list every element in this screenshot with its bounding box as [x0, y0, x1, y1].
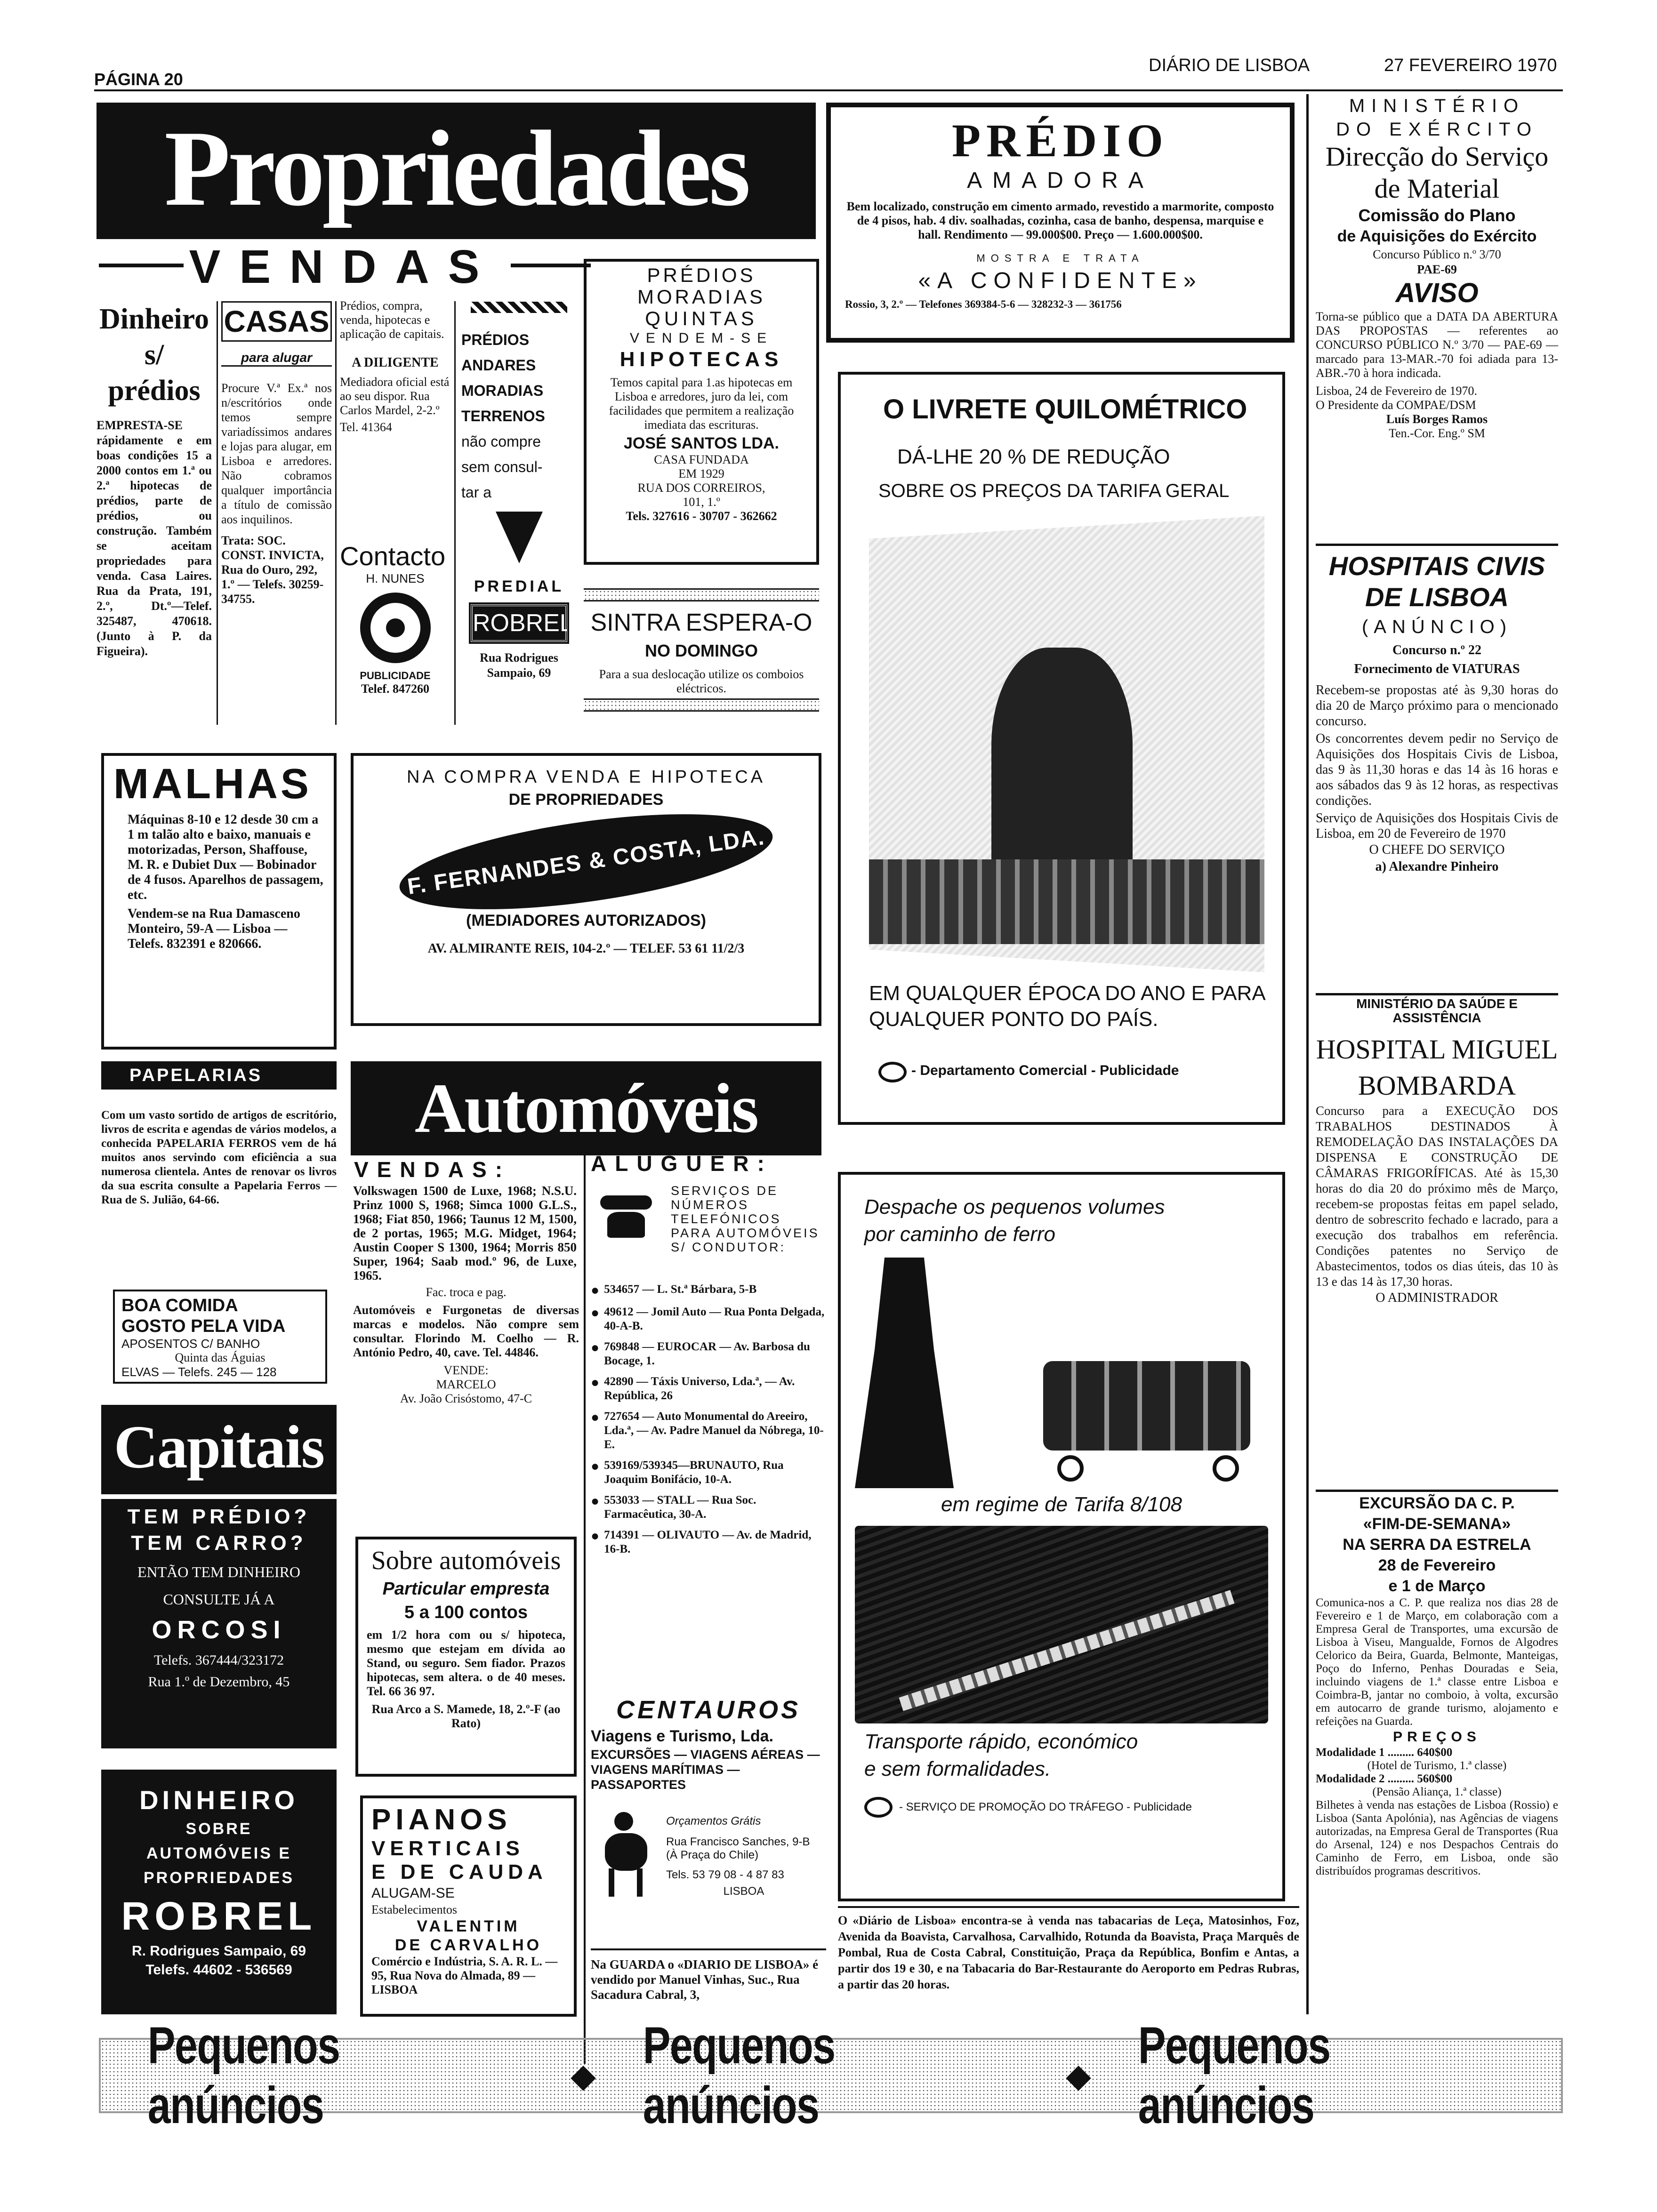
excursao-m2b: (Pensão Aliança, 1.ª classe) [1372, 1786, 1502, 1798]
predial-line: MORADIAS [461, 382, 544, 399]
dinheiro-sub: s/ [144, 339, 164, 371]
aviso-title: AVISO [1395, 278, 1479, 308]
fernandes-ad [351, 753, 821, 1026]
diligente-ad [340, 299, 450, 525]
pianos-l8: Comércio e Indústria, S. A. R. L. — 95, Rua Nova do Almada, 89 — LISBOA [371, 1955, 558, 1996]
bullet-icon: ● [591, 1528, 600, 1544]
malhas-title: MALHAS [113, 761, 312, 808]
despache-ad [838, 1172, 1285, 1901]
bullet-icon: ● [591, 1410, 600, 1425]
contacto-title: Contacto [340, 541, 446, 571]
excursao-l2: «FIM-DE-SEMANA» [1363, 1515, 1511, 1533]
livrete-l1: DÁ-LHE 20 % DE REDUÇÃO [897, 445, 1170, 468]
list-item-text: 769848 — EUROCAR — Av. Barbosa du Bocage, 1. [604, 1340, 810, 1367]
fernandes-addr: AV. ALMIRANTE REIS, 104-2.º — TELEF. 53 61 11/2/3 [427, 941, 745, 956]
predio-mostra: MOSTRA E TRATA [976, 252, 1144, 264]
livrete-l4: QUALQUER PONTO DO PAÍS. [869, 1008, 1158, 1031]
papelarias-ad [101, 1061, 337, 1250]
pianos-l7: DE CARVALHO [394, 1936, 542, 1954]
list-item-text: 553033 — STALL — Rua Soc. Farmacêutica, 30-A. [604, 1494, 756, 1521]
col-divider [1306, 94, 1309, 2014]
papelarias-label: PAPELARIAS [129, 1066, 263, 1085]
comida-l4: Quinta das Águias [175, 1351, 265, 1364]
sintra-sub: NO DOMINGO [645, 641, 758, 660]
section-rule [1316, 993, 1558, 995]
comida-l5: ELVAS — Telefs. 245 — 128 [121, 1365, 277, 1379]
predial-border-top [471, 302, 567, 313]
santos-f3: RUA DOS CORREIROS, [637, 481, 765, 495]
santos-l4: VENDEM-SE [629, 330, 773, 346]
despache-footer: - SERVIÇO DE PROMOÇÃO DO TRÁFEGO - Publicidade [899, 1801, 1192, 1813]
malhas-body2: Vendem-se na Rua Damasceno Monteiro, 59-A — Lisboa — Telefs. 832391 e 820666. [128, 906, 300, 951]
robrel-l3: AUTOMÓVEIS E [146, 1844, 292, 1862]
page-number: PÁGINA 20 [94, 70, 183, 89]
sobre-title: Sobre automóveis [371, 1546, 561, 1575]
contacto-footer: PUBLICIDADE [360, 670, 431, 681]
predio-agency: «A CONFIDENTE» [918, 268, 1203, 293]
porter-illustration [855, 1258, 1268, 1488]
night-train-illustration [855, 1526, 1268, 1723]
capitais-l6: Telefs. 367444/323172 [153, 1652, 284, 1668]
diligente-desc: Mediadora oficial está ao seu dispor. Rua Carlos Mardel, 2-2.º [340, 375, 450, 417]
col-divider [584, 1155, 586, 2064]
fernandes-l1: NA COMPRA VENDA E HIPOTECA [406, 767, 766, 787]
robrel-l7: Telefs. 44602 - 536569 [145, 1962, 292, 1978]
header-rule [94, 89, 1563, 91]
predial-ad [461, 299, 577, 722]
list-item [591, 1459, 826, 1487]
centauros-orc: Orçamentos Grátis [666, 1815, 761, 1827]
luggage-figure [1043, 1361, 1250, 1451]
capitais-l1: TEM PRÉDIO? [127, 1505, 311, 1528]
sobre-body: em 1/2 hora com ou s/ hipoteca, mesmo que estejam em dívida ao Stand, ou seguro. Sem fiador. Prazos hipotecas, sem altera. o de 40 meses. Tel. 66 36 97. [367, 1628, 565, 1698]
predio-addr: Rossio, 3, 2.º — Telefones 369384-5-6 — 328232-3 — 361756 [845, 298, 1122, 310]
casas-ad [221, 301, 332, 725]
ministerio-ad [1316, 94, 1558, 527]
issue-date: 27 FEVEREIRO 1970 [1384, 56, 1557, 75]
contacto-tel: Telef. 847260 [361, 682, 429, 696]
telephone-icon [600, 1195, 652, 1238]
list-item-text: 42890 — Táxis Universo, Lda.ª, — Av. República, 26 [604, 1375, 795, 1402]
robrel-l2: SOBRE [185, 1820, 252, 1838]
bullet-icon: ● [591, 1493, 600, 1509]
dinheiro-predios: prédios [108, 375, 201, 407]
diligente-name: A DILIGENTE [352, 355, 439, 370]
capitais-ad [101, 1405, 337, 1748]
hospitais-body2: Os concorrentes devem pedir no Serviço de Aquisições dos Hospitais Civis de Lisboa, das 9 às 11,30 horas e das 14 às 16 horas e aos sábados das 9 às 12 horas, as respectivas condições. [1316, 731, 1558, 808]
casas-trata: Trata: SOC. CONST. INVICTA, Rua do Ouro, 292, 1.º — Telefs. 30259-34755. [221, 534, 324, 606]
centauros-body: EXCURSÕES — VIAGENS AÉREAS — VIAGENS MARÍTIMAS — PASSAPORTES [591, 1747, 820, 1792]
servicos-title: SERVIÇOS DE NÚMEROS TELEFÓNICOS PARA AUTOMÓVEIS S/ CONDUTOR: [671, 1184, 820, 1254]
ministerio-name: Luís Borges Ramos [1386, 412, 1488, 426]
train-figure [869, 859, 1264, 944]
predial-line: sem consul- [461, 458, 543, 475]
marcelo-name: MARCELO [436, 1378, 496, 1391]
ministerio-l8: PAE-69 [1417, 263, 1457, 276]
papelarias-title [101, 1061, 337, 1090]
fernandes-logo-text: F. FERNANDES & COSTA, LDA. [406, 824, 766, 899]
venda-ad [838, 1906, 1299, 2014]
list-item [591, 1282, 826, 1298]
capitais-title: Capitais [113, 1413, 324, 1481]
santos-l1: PRÉDIOS [647, 264, 756, 286]
dinheiro-body: EMPRESTA-SE rápidamente e em boas condições 15 a 2000 contos em 1.ª ou 2.ª hipotecas de prédios, parte de prédios, ou construção. Também se aceitam propriedades para venda. Casa Laires. Rua da Prata, 191, 2.º, Dt.º—Telef. 325487, 470618. (Junto à P. da Figueira). [97, 418, 212, 658]
ministerio-l6: de Aquisições do Exército [1337, 227, 1537, 245]
santos-f4: 101, 1.º [683, 495, 720, 509]
ministerio-l2: DO EXÉRCITO [1336, 119, 1538, 140]
comida-ad [113, 1290, 327, 1384]
sintra-body: Para a sua deslocação utilize os comboios eléctricos. [599, 667, 804, 695]
bombarda-ad [1316, 997, 1558, 1486]
hospitais-anuncio: (ANÚNCIO) [1361, 617, 1512, 637]
automoveis-title: Automóveis [414, 1069, 758, 1147]
sintra-border-bottom [584, 698, 819, 712]
predio-ad [826, 103, 1295, 343]
hospitais-concurso: Concurso n.º 22 [1392, 643, 1481, 657]
vendas-listing: Volkswagen 1500 de Luxe, 1968; N.S.U. Prinz 1000 S, 1968; Simca 1000 G.L.S., 1968; Fiat 850, 1966; Taunus 12 M, 1500, de 2 portas, 1965; M.G. Midget, 1964; Austin Cooper S 1300, 1964; Morris 850 Super, 1964; Saab mod.º 96, de Luxe, 1965. [353, 1184, 577, 1282]
pianos-l2: VERTICAIS [371, 1837, 524, 1860]
comida-l1: BOA COMIDA [121, 1296, 238, 1315]
capitais-l2: TEM CARRO? [131, 1531, 307, 1555]
list-item [591, 1375, 826, 1403]
predial-line: TERRENOS [461, 408, 545, 425]
pianos-l3: E DE CAUDA [371, 1860, 547, 1883]
pianos-l4: ALUGAM-SE [371, 1885, 455, 1901]
casas-body: Procure V.ª Ex.ª nos n/escritórios onde temos sempre variadíssimos andares e lojas para alugar, em Lisboa e arredores. Não cobramos qualquer importância a título de comissão aos inquilinos. [221, 381, 332, 526]
hospitais-forn: Fornecimento de VIATURAS [1354, 662, 1520, 676]
list-item-text: 727654 — Auto Monumental do Areeiro, Lda.ª, — Av. Padre Manuel da Nóbrega, 10-E. [604, 1410, 824, 1451]
predio-body: Bem localizado, construção em cimento armado, revestido a marmorite, composto de 4 pisos, hab. 4 div. soalhadas, cozinha, casa de banho, despensa, marquise e hall. Rendimento — 99.000$00. Preço — 1.600.000$00. [846, 200, 1274, 241]
excursao-l3: NA SERRA DA ESTRELA [1343, 1536, 1531, 1554]
pianos-l6: VALENTIM [417, 1917, 520, 1935]
casas-subtitle: para alugar [221, 350, 332, 367]
predial-line: tar a [461, 484, 492, 501]
bullet-icon: ● [591, 1375, 600, 1390]
propriedades-title: Propriedades [164, 108, 748, 228]
centauros-city: LISBOA [723, 1885, 764, 1898]
ministerio-l5: Comissão do Plano [1358, 206, 1516, 225]
despache-l2: por caminho de ferro [864, 1223, 1055, 1246]
section-rule [1316, 1490, 1558, 1492]
livrete-footer: - Departamento Comercial - Publicidade [911, 1063, 1179, 1078]
santos-tel: Tels. 327616 - 30707 - 362662 [626, 509, 777, 523]
hospitais-ad [1316, 551, 1558, 988]
hospitais-chefe-name: a) Alexandre Pinheiro [1375, 859, 1499, 874]
ministerio-l4: de Material [1374, 173, 1500, 204]
list-item-text: 49612 — Jomil Auto — Rua Ponta Delgada, 40-A-B. [604, 1306, 825, 1332]
list-item [591, 1305, 826, 1333]
vendas-rule-right [511, 264, 591, 267]
centauros-ad [591, 1694, 826, 1930]
livrete-ad [838, 372, 1285, 1125]
robrel-ad [101, 1770, 337, 2014]
col-divider [335, 301, 337, 725]
pianos-ad [360, 1795, 577, 2017]
robrel-l6: R. Rodrigues Sampaio, 69 [131, 1943, 306, 1959]
ministerio-l3: Direcção do Serviço [1325, 141, 1549, 172]
santos-ad [584, 259, 819, 565]
list-item-text: 539169/539345—BRUNAUTO, Rua Joaquim Bonifácio, 10-A. [604, 1459, 784, 1486]
sintra-ad [584, 588, 819, 725]
contacto-logo-icon [360, 593, 431, 663]
bombarda-body: Concurso para a EXECUÇÃO DOS TRABALHOS DESTINADOS À REMODELAÇÃO DAS INSTALAÇÕES DA DISPENSA E CONSTRUÇÃO DE CÂMARAS FRIGORÍFICAS. Até às 15,30 horas do dia 20 do próximo mês de Março, recebem-se propostas feitas em papel selado, dentro de sobrescrito fechado e lacrado, para a execução dos trabalhos em referência. Condições patentes no Serviço de Abastecimentos, todos os dias úteis, das 10 às 13 e das 14 às 17,30 horas. [1316, 1104, 1558, 1289]
santos-name: JOSÉ SANTOS LDA. [624, 434, 779, 452]
excursao-l1: EXCURSÃO DA C. P. [1359, 1494, 1515, 1512]
sobre-l1: Particular empresta [382, 1579, 550, 1599]
ministerio-body: Torna-se público que a DATA DA ABERTURA DAS PROPOSTAS — referentes ao CONCURSO PÚBLICO N.º 3/70 — PAE-69 — marcado para 13-MAR.-70 foi adiada para 13-ABR.-70 à hora indicada. [1316, 310, 1558, 380]
centauros-sub: Viagens e Turismo, Lda. [591, 1727, 773, 1745]
ministerio-l1: MINISTÉRIO [1349, 96, 1525, 116]
livrete-l2: SOBRE OS PREÇOS DA TARIFA GERAL [878, 481, 1230, 501]
santos-f2: EM 1929 [678, 467, 724, 481]
hospitais-body3: Serviço de Aquisições dos Hospitais Civis de Lisboa, em 20 de Fevereiro de 1970 [1316, 811, 1558, 841]
diligente-body: Prédios, compra, venda, hipotecas e aplicação de capitais. [340, 299, 444, 341]
santos-l3: QUINTAS [645, 307, 758, 329]
capitais-l7: Rua 1.º de Dezembro, 45 [148, 1674, 290, 1690]
bombarda-admin: O ADMINISTRADOR [1375, 1290, 1498, 1305]
marcelo-vende: VENDE: [443, 1363, 489, 1377]
bullet-icon: ● [591, 1340, 600, 1355]
section-rule [1316, 544, 1558, 546]
excursao-m1: Modalidade 1 ......... 640$00 [1316, 1746, 1453, 1759]
bullet-icon: ● [591, 1282, 600, 1298]
predial-brand: ROBREL [471, 604, 567, 642]
excursao-l4: 28 de Fevereiro [1378, 1556, 1496, 1574]
capitais-l5: ORCOSI [152, 1616, 286, 1644]
fernandes-l2: DE PROPRIEDADES [508, 791, 664, 809]
comida-l3: APOSENTOS C/ BANHO [121, 1337, 260, 1351]
despache-l1: Despache os pequenos volumes [864, 1195, 1165, 1218]
cp-logo-icon [864, 1797, 893, 1818]
porter-figure [855, 1258, 954, 1488]
predial-name: PREDIAL [474, 577, 564, 595]
despache-l5: e sem formalidades. [864, 1757, 1051, 1780]
pequenos-anuncios-banner [99, 2017, 1563, 2134]
diligente-tel: Tel. 41364 [340, 420, 392, 434]
list-item [591, 1528, 826, 1556]
train-illustration [869, 516, 1264, 972]
hospitais-title2: DE LISBOA [1365, 582, 1509, 612]
ministerio-l7: Concurso Público n.º 3/70 [1373, 248, 1501, 261]
diamond-icon: ◆ [1066, 2058, 1091, 2094]
dinheiro-title: Dinheiro [99, 303, 209, 335]
hospitais-title1: HOSPITAIS CIVIS [1328, 551, 1545, 581]
excursao-body2: Bilhetes à venda nas estações de Lisboa (Rossio) e Lisboa (Santa Apolónia), nas Agências de viagens autorizadas, na Empresa Geral de Transportes (Rua do Arsenal, 124) e nos Despachos Centrais do Caminho de Ferro, em Lisboa, onde são distribuídos programas descritivos. [1316, 1799, 1558, 1877]
robrel-l4: PROPRIEDADES [143, 1869, 295, 1887]
sintra-border-top [584, 588, 819, 601]
sobre-l2: 5 a 100 contos [404, 1603, 528, 1622]
bullet-icon: ● [591, 1305, 600, 1321]
capitais-l3: ENTÃO TEM DINHEIRO [137, 1563, 301, 1580]
bullet-icon: ● [591, 1459, 600, 1474]
diamond-icon: ◆ [571, 2058, 596, 2094]
vendas-rule-left [99, 264, 184, 267]
cp-logo-icon [878, 1062, 907, 1082]
pequenos-label: Pequenos anúncios [1138, 2017, 1330, 2134]
centauros-title: CENTAUROS [616, 1696, 801, 1724]
predial-line: não compre [461, 433, 541, 450]
hospitais-chefe: O CHEFE DO SERVIÇO [1369, 842, 1505, 857]
bombarda-ministry: MINISTÉRIO DA SAÚDE E ASSISTÊNCIA [1356, 996, 1518, 1025]
venda-body: O «Diário de Lisboa» encontra-se à venda nas tabacarias de Leça, Matosinhos, Foz, Avenida da Boavista, Carvalhosa, Carvalhido, Rotunda da Boavista, Praça Marquês de Pombal, Rua de Costa Cabral, Constituição, Praça da República, Bonfim e Antas, a partir dos 19 e 30, e na Tabacaria do Bar-Restaurante do Aeroporto em Pedras Rubras, a partir das 20 horas. [838, 1914, 1299, 1991]
predial-addr: Rua Rodrigues Sampaio, 69 [480, 651, 558, 680]
propriedades-banner [97, 103, 816, 239]
predio-place: AMADORA [967, 168, 1154, 193]
malhas-body: Máquinas 8-10 e 12 desde 30 cm a 1 m talão alto e baixo, manuais e motorizadas, Person, Shaffouse, M. R. e Dubiet Dux — Bobinador de 4 fusos. Aparelhos de passagem, etc. [128, 812, 323, 902]
predial-line: ANDARES [461, 357, 536, 374]
automoveis-vendas: VENDAS: [354, 1157, 511, 1182]
automoveis-banner [351, 1061, 821, 1155]
robrel-l1: DINHEIRO [139, 1785, 298, 1815]
vendas-florindo: Automóveis e Furgonetas de diversas marcas e modelos. Não compre sem consultar. Florindo M. Coelho — R. António Pedro, 40, cave. Tel. 44846. [353, 1303, 579, 1359]
sobre-addr: Rua Arco a S. Mamede, 18, 2.º-F (ao Rato) [371, 1702, 561, 1730]
papelarias-body: Com um vasto sortido de artigos de escritório, livros de escrita e agendas de vários modelos, a conhecida PAPELARIA FERROS vem de há muitos anos servindo com eficiência a sua numerosa clientela. Antes de renovar os livros da sua escrita consulte a Papelaria Ferros — Rua de S. Julião, 64-66. [101, 1109, 337, 1206]
despache-l3: em regime de Tarifa 8/108 [941, 1493, 1182, 1516]
passengers-figure [991, 648, 1133, 892]
guarda-body: Na GUARDA o «DIARIO DE LISBOA» é vendido por Manuel Vinhas, Suc., Rua Sacadura Cabral, 3, [591, 1957, 819, 2002]
predio-title: PRÉDIO [952, 114, 1169, 167]
down-arrow-icon [496, 512, 543, 563]
guarda-ad [591, 1948, 826, 2014]
hospitais-body1: Recebem-se propostas até às 9,30 horas do dia 20 de Março próximo para o mencionado concurso. [1316, 683, 1558, 729]
list-item [591, 1493, 826, 1522]
casas-title: CASAS [221, 301, 332, 342]
excursao-precos: PREÇOS [1393, 1729, 1481, 1745]
excursao-body: Comunica-nos a C. P. que realiza nos dias 28 de Fevereiro e 1 de Março, em colaboração com a Empresa Geral de Transportes, uma excursão de Lisboa à Viseu, Mangualde, Fornos de Algodres Celorico da Beira, Guarda, Belmonte, Manteigas, Poço do Inferno, Penhas Douradas e Seia, incluindo viagens de 1.ª classe entre Lisboa e Coimbra-B, jantar no comboio, à volta, excursão em autocarro de grande turismo, alojamento e refeições na Guarda. [1316, 1596, 1558, 1728]
livrete-l3: EM QUALQUER ÉPOCA DO ANO E PARA [869, 982, 1266, 1005]
vendas-label: VENDAS [189, 240, 499, 293]
centauros-addr: Rua Francisco Sanches, 9-B (À Praça do Chile) [666, 1835, 810, 1861]
comida-l2: GOSTO PELA VIDA [121, 1316, 286, 1336]
ministerio-rank: Ten.-Cor. Eng.º SM [1389, 426, 1485, 440]
servicos-ad [591, 1184, 826, 1664]
santos-l2: MORADIAS [637, 286, 766, 308]
despache-l4: Transporte rápido, económico [864, 1730, 1138, 1753]
sintra-title: SINTRA ESPERA-O [590, 609, 812, 636]
malhas-ad [101, 753, 337, 1050]
marcelo-addr: Av. João Crisóstomo, 47-C [400, 1392, 532, 1405]
list-item [591, 1340, 826, 1368]
pianos-l1: PIANOS [371, 1803, 512, 1836]
automoveis-vendas-text [353, 1184, 579, 1513]
excursao-ad [1316, 1493, 1558, 2015]
newspaper-name: DIÁRIO DE LISBOA [1149, 56, 1310, 75]
bombarda-title2: BOMBARDA [1358, 1070, 1516, 1101]
pequenos-label: Pequenos anúncios [643, 2017, 835, 2134]
santos-f1: CASA FUNDADA [654, 453, 749, 466]
contacto-sub: H. NUNES [366, 571, 425, 585]
col-divider [217, 301, 218, 725]
contacto-ad [340, 541, 450, 725]
list-item-text: 714391 — OLIVAUTO — Av. de Madrid, 16-B. [604, 1529, 812, 1555]
livrete-title: O LIVRETE QUILOMÉTRICO [883, 394, 1247, 425]
excursao-m1b: (Hotel de Turismo, 1.ª classe) [1367, 1759, 1507, 1772]
capitais-l4: CONSULTE JÁ A [163, 1591, 275, 1608]
dinheiro-ad [97, 301, 212, 725]
col-divider [454, 301, 456, 725]
list-item-text: 534657 — L. St.ª Bárbara, 5-B [604, 1283, 757, 1296]
excursao-l5: e 1 de Março [1388, 1577, 1486, 1595]
fernandes-l3: (MEDIADORES AUTORIZADOS) [466, 912, 706, 930]
santos-l5: HIPOTECAS [619, 348, 783, 371]
bombarda-title1: HOSPITAL MIGUEL [1316, 1034, 1558, 1065]
ministerio-pres: O Presidente da COMPAE/DSM [1316, 398, 1476, 412]
pianos-l5: Estabelecimentos [371, 1903, 457, 1916]
pequenos-label: Pequenos anúncios [147, 2017, 340, 2134]
santos-body: Temos capital para 1.as hipotecas em Lisboa e arredores, juro da lei, com facilidades que permitem a realização imediata das escrituras. [609, 376, 794, 432]
excursao-m2: Modalidade 2 ......... 560$00 [1316, 1772, 1453, 1785]
automoveis-aluguer: ALUGUER: [591, 1151, 773, 1176]
sobre-ad [355, 1537, 577, 1777]
robrel-l5: ROBREL [121, 1894, 317, 1938]
vendas-troca: Fac. troca e pag. [426, 1285, 507, 1299]
predial-line: PRÉDIOS [461, 331, 530, 348]
centaur-icon [600, 1812, 652, 1897]
list-item [591, 1410, 826, 1452]
centauros-tel: Tels. 53 79 08 - 4 87 83 [666, 1868, 784, 1881]
ministerio-date: Lisboa, 24 de Fevereiro de 1970. [1316, 384, 1477, 398]
